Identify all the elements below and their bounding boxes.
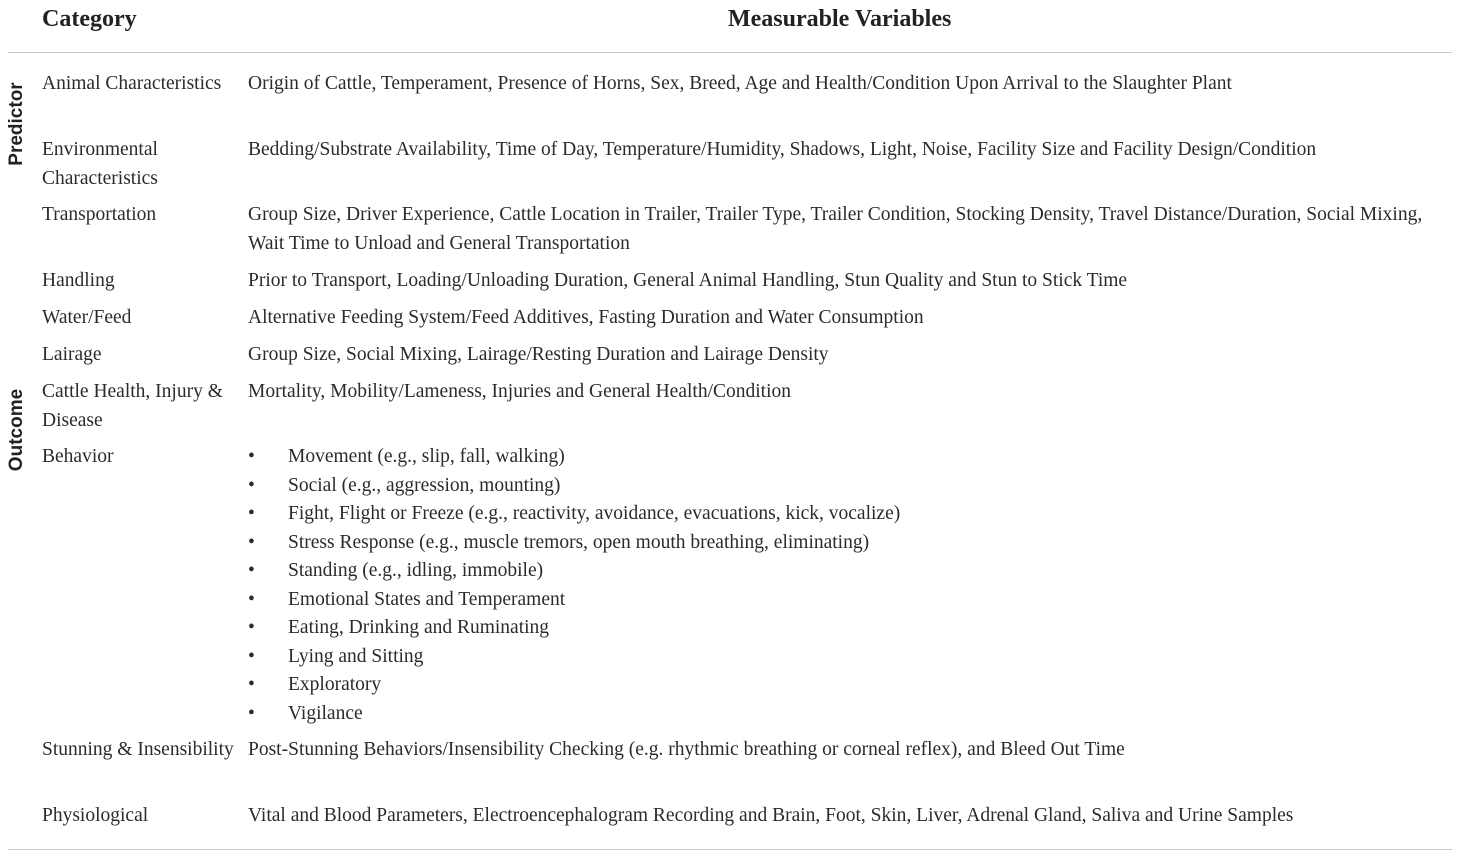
category-cell: Environmental Characteristics bbox=[42, 139, 158, 189]
list-item: • Fight, Flight or Freeze (e.g., reactivity, avoidance, evacuations, kick, vocalize) bbox=[248, 500, 1453, 529]
variables-cell: Prior to Transport, Loading/Unloading Duration, General Animal Handling, Stun Quality and Stun to Stick Time bbox=[248, 270, 1128, 291]
variables-cell: Origin of Cattle, Temperament, Presence of Horns, Sex, Breed, Age and Health/Condition Upon Arrival to the Slaughter Plant bbox=[248, 73, 1232, 94]
bullet-icon: • bbox=[248, 588, 255, 610]
list-item: • Lying and Sitting bbox=[248, 643, 1453, 672]
list-item: • Standing (e.g., idling, immobile) bbox=[248, 557, 1453, 586]
list-item: • Emotional States and Temperament bbox=[248, 586, 1453, 615]
category-cell: Physiological bbox=[42, 805, 149, 826]
variables-cell: Group Size, Driver Experience, Cattle Location in Trailer, Trailer Type, Trailer Condition, Stocking Density, Travel Distance/Duration, Social Mixing, Wait Time to Unload and General Transportation bbox=[248, 204, 1423, 254]
category-cell: Cattle Health, Injury & Disease bbox=[42, 381, 223, 431]
bullet-icon: • bbox=[248, 674, 255, 695]
list-item: • Movement (e.g., slip, fall, walking) bbox=[248, 443, 1453, 472]
category-cell: Stunning & Insensibility bbox=[42, 739, 234, 760]
bullet-icon: • bbox=[248, 446, 255, 467]
category-cell: Animal Characteristics bbox=[42, 73, 222, 94]
category-cell: Water/Feed bbox=[42, 307, 132, 328]
bottom-rule bbox=[8, 849, 1452, 850]
bullet-icon: • bbox=[248, 531, 255, 553]
bullet-icon: • bbox=[248, 617, 255, 638]
variables-cell: Alternative Feeding System/Feed Additives, Fasting Duration and Water Consumption bbox=[248, 307, 924, 328]
list-item: • Exploratory bbox=[248, 671, 1453, 700]
category-cell: Handling bbox=[42, 270, 115, 291]
variables-cell: Group Size, Social Mixing, Lairage/Resting Duration and Lairage Density bbox=[248, 344, 829, 365]
list-item: • Social (e.g., aggression, mounting) bbox=[248, 472, 1453, 501]
bullet-icon: • bbox=[248, 560, 255, 581]
bullet-icon: • bbox=[248, 645, 255, 667]
bullet-icon: • bbox=[248, 702, 255, 724]
behavior-list bbox=[248, 443, 1453, 728]
list-item: • Eating, Drinking and Ruminating bbox=[248, 614, 1453, 643]
variables-cell: Post-Stunning Behaviors/Insensibility Checking (e.g. rhythmic breathing or corneal reflex), and Bleed Out Time bbox=[248, 739, 1125, 760]
top-rule bbox=[8, 52, 1452, 53]
category-cell: Transportation bbox=[42, 204, 157, 225]
list-item: • Stress Response (e.g., muscle tremors, open mouth breathing, eliminating) bbox=[248, 529, 1453, 558]
header-measurable-variables: Measurable Variables bbox=[728, 6, 952, 32]
bullet-icon: • bbox=[248, 474, 255, 496]
header-category: Category bbox=[42, 6, 137, 32]
variables-cell: Mortality, Mobility/Lameness, Injuries and General Health/Condition bbox=[248, 381, 792, 402]
variables-cell: Bedding/Substrate Availability, Time of Day, Temperature/Humidity, Shadows, Light, Noise, Facility Size and Facility Design/Condition bbox=[248, 139, 1317, 160]
group-label-outcome: Outcome bbox=[6, 388, 27, 472]
bullet-icon: • bbox=[248, 503, 255, 524]
category-cell: Lairage bbox=[42, 344, 102, 365]
list-item: • Vigilance bbox=[248, 700, 1453, 729]
variables-cell: Vital and Blood Parameters, Electroencephalogram Recording and Brain, Foot, Skin, Liver, Adrenal Gland, Saliva and Urine Samples bbox=[248, 805, 1294, 826]
variables-cell bbox=[248, 443, 1453, 728]
category-cell: Behavior bbox=[42, 446, 114, 467]
group-label-predictor: Predictor bbox=[6, 82, 27, 166]
